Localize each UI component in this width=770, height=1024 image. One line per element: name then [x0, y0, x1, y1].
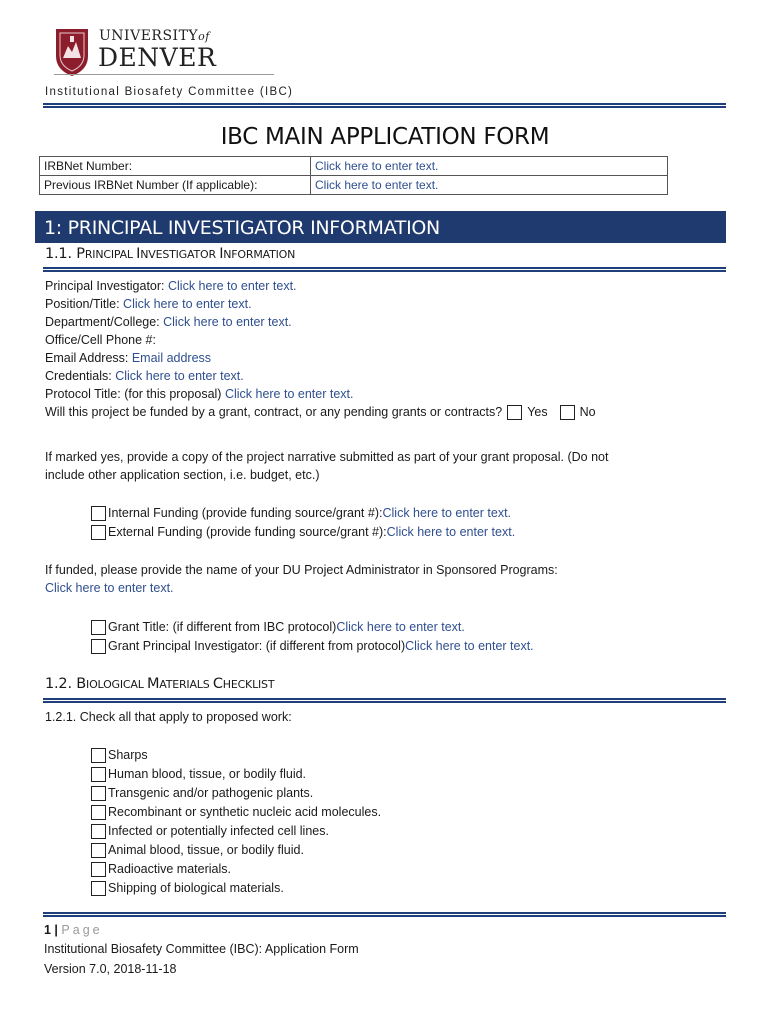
header-rule: [43, 103, 726, 108]
checklist-item: Recombinant or synthetic nucleic acid molecules.: [91, 803, 381, 821]
checklist-item: Animal blood, tissue, or bodily fluid.: [91, 841, 381, 859]
external-funding-row: External Funding (provide funding source/grant #): Click here to enter text.: [91, 523, 515, 541]
credentials-field[interactable]: Click here to enter text.: [115, 369, 244, 383]
internal-funding-checkbox[interactable]: [91, 506, 106, 521]
footer-rule: [43, 912, 726, 917]
funded-yes-label: Yes: [527, 405, 548, 419]
animal-blood-checkbox[interactable]: [91, 843, 106, 858]
logo-denver-text: DENVER: [98, 43, 217, 72]
irbnet-label: IRBNet Number:: [40, 157, 311, 176]
grant-pi-row: Grant Principal Investigator: (if different from protocol) Click here to enter text.: [91, 637, 534, 655]
checklist-item: Radioactive materials.: [91, 860, 381, 878]
protocol-title-row: Protocol Title: (for this proposal) Click here to enter text.: [45, 387, 354, 401]
principal-investigator-field[interactable]: Click here to enter text.: [167, 279, 297, 293]
position-title-field[interactable]: Click here to enter text.: [123, 297, 252, 311]
checklist-item: Infected or potentially infected cell lines.: [91, 822, 381, 840]
logo-divider: [54, 74, 274, 75]
previous-irbnet-row: [40, 176, 668, 195]
irbnet-number-field[interactable]: Click here to enter text.: [311, 157, 668, 176]
transgenic-plants-checkbox[interactable]: [91, 786, 106, 801]
irbnet-row: [40, 157, 668, 176]
funded-no-checkbox[interactable]: [560, 405, 575, 420]
previous-irbnet-number-field[interactable]: Click here to enter text.: [311, 176, 668, 195]
irbnet-table: [39, 156, 668, 195]
funding-source-options: [91, 504, 515, 541]
previous-irbnet-label: Previous IRBNet Number (If applicable):: [40, 176, 311, 195]
infected-cell-lines-checkbox[interactable]: [91, 824, 106, 839]
admin-prompt: If funded, please provide the name of your DU Project Administrator in Sponsored Programs:: [45, 563, 558, 577]
grant-title-checkbox[interactable]: [91, 620, 106, 635]
university-logo: [54, 26, 284, 78]
phone-row: Office/Cell Phone #:: [45, 333, 156, 347]
checklist-prompt: 1.2.1. Check all that apply to proposed work:: [45, 710, 292, 724]
principal-investigator-row: Principal Investigator: Click here to enter text.: [45, 279, 297, 293]
grant-options: [91, 618, 534, 655]
logo-university-text: UNIVERSITYof: [99, 28, 210, 44]
recombinant-nucleic-acid-checkbox[interactable]: [91, 805, 106, 820]
grant-title-row: Grant Title: (if different from IBC protocol) Click here to enter text.: [91, 618, 534, 636]
department-college-field[interactable]: Click here to enter text.: [163, 315, 292, 329]
department-college-row: Department/College: Click here to enter text.: [45, 315, 292, 329]
internal-funding-row: Internal Funding (provide funding source/grant #): Click here to enter text.: [91, 504, 515, 522]
subsection-1-2-rule: [43, 698, 726, 703]
shipping-biological-checkbox[interactable]: [91, 881, 106, 896]
footer-version: Version 7.0, 2018-11-18: [44, 962, 177, 976]
internal-funding-field[interactable]: Click here to enter text.: [382, 506, 512, 520]
page-number: 1 | Page: [44, 923, 103, 937]
human-blood-checkbox[interactable]: [91, 767, 106, 782]
email-row: Email Address: Email address: [45, 351, 212, 365]
form-title: IBC MAIN APPLICATION FORM: [220, 124, 550, 150]
external-funding-field[interactable]: Click here to enter text.: [386, 525, 516, 539]
narrative-instructions: If marked yes, provide a copy of the project narrative submitted as part of your grant proposal. (Do not include other application section, i.e. budget, etc.): [45, 450, 609, 482]
radioactive-materials-checkbox[interactable]: [91, 862, 106, 877]
footer-form-name: Institutional Biosafety Committee (IBC): Application Form: [44, 942, 359, 956]
sharps-checkbox[interactable]: [91, 748, 106, 763]
section-1-heading: 1: PRINCIPAL INVESTIGATOR INFORMATION: [35, 211, 726, 243]
position-title-row: Position/Title: Click here to enter text.: [45, 297, 252, 311]
protocol-title-field[interactable]: Click here to enter text.: [224, 387, 354, 401]
grant-pi-field[interactable]: Click here to enter text.: [405, 639, 534, 653]
subsection-1-1-rule: [43, 267, 726, 272]
biological-materials-checklist: [91, 746, 381, 897]
funded-no-label: No: [579, 405, 596, 419]
subsection-1-1-heading: 1.1. PRINCIPAL INVESTIGATOR INFORMATION: [45, 246, 296, 262]
checklist-item: Transgenic and/or pathogenic plants.: [91, 784, 381, 802]
funding-question: Will this project be funded by a grant, contract, or any pending grants or contracts?: [45, 405, 503, 419]
credentials-row: Credentials: Click here to enter text.: [45, 369, 244, 383]
pi-field-list: [45, 277, 596, 421]
external-funding-checkbox[interactable]: [91, 525, 106, 540]
subsection-1-2-heading: 1.2. BIOLOGICAL MATERIALS CHECKLIST: [45, 676, 275, 692]
funded-yes-checkbox[interactable]: [507, 405, 522, 420]
checklist-item: Sharps: [91, 746, 381, 764]
checklist-item: Human blood, tissue, or bodily fluid.: [91, 765, 381, 783]
project-administrator: [45, 561, 558, 597]
funding-question-row: [45, 403, 596, 421]
checklist-item: Shipping of biological materials.: [91, 879, 381, 897]
email-field[interactable]: Email address: [131, 351, 212, 365]
department-name: Institutional Biosafety Committee (IBC): [45, 86, 294, 98]
grant-title-field[interactable]: Click here to enter text.: [336, 620, 465, 634]
project-administrator-field[interactable]: Click here to enter text.: [45, 581, 174, 595]
grant-pi-checkbox[interactable]: [91, 639, 106, 654]
